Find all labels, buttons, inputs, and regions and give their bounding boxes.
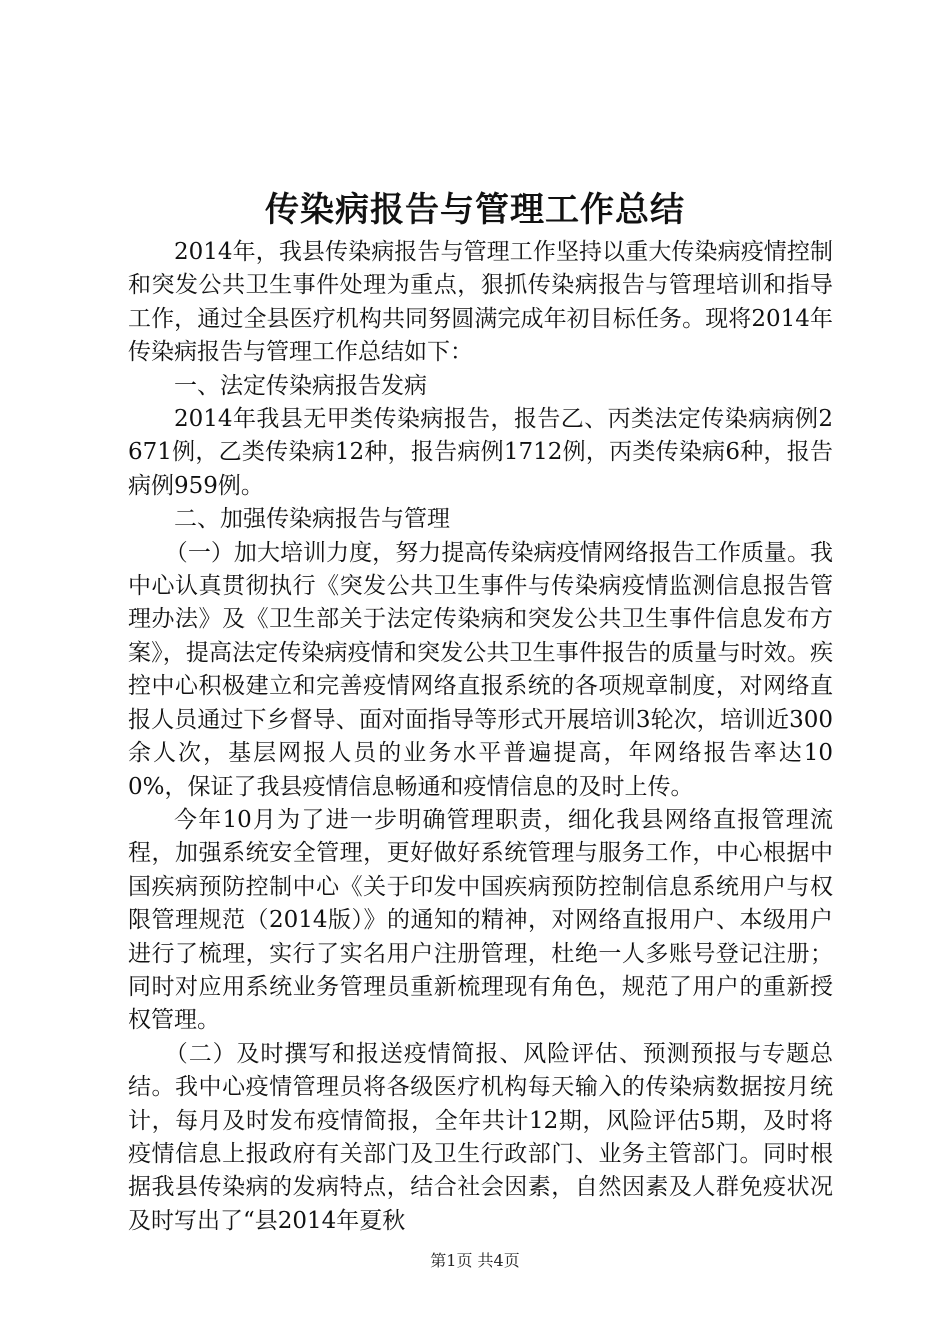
page-number-footer: 第1页 共4页 — [430, 1251, 520, 1270]
paragraph-reports: （二）及时撰写和报送疫情简报、风险评估、预测预报与专题总结。我中心疫情管理员将各级医疗机构每天输入的传染病数据按月统计，每月及时发布疫情简报，全年共计12期，风险评估5期，及时将疫情信息上报政府有关部门及卫生行政部门、业务主管部门。同时根据我县传染病的发病特点，结合社会因素，自然因素及人群免疫状况及时写出了“县2014年夏秋 — [128, 1040, 833, 1234]
paragraph-training: （一）加大培训力度，努力提高传染病疫情网络报告工作质量。我中心认真贯彻执行《突发公共卫生事件与传染病疫情监测信息报告管理办法》及《卫生部关于法定传染病和突发公共卫生事件信息发布方案》，提高法定传染病疫情和突发公共卫生事件报告的质量与时效。疾控中心积极建立和完善疫情网络直报系统的各项规章制度，对网络直报人员通过下乡督导、面对面指导等形式开展培训3轮次，培训近300余人次，基层网报人员的业务水平普遍提高，年网络报告率达100%，保证了我县疫情信息畅通和疫情信息的及时上传。 — [128, 539, 833, 800]
document-title: 传染病报告与管理工作总结 — [265, 190, 685, 230]
document-body — [128, 236, 833, 1238]
paragraph-management: 今年10月为了进一步明确管理职责，细化我县网络直报管理流程，加强系统安全管理，更好做好系统管理与服务工作，中心根据中国疾病预防控制中心《关于印发中国疾病预防控制信息系统用户与权限管理规范（2014版）》的通知的精神，对网络直报用户、本级用户进行了梳理，实行了实名用户注册管理，杜绝一人多账号登记注册；同时对应用系统业务管理员重新梳理现有角色，规范了用户的重新授权管理。 — [128, 806, 833, 1034]
paragraph-statistics: 2014年我县无甲类传染病报告，报告乙、丙类法定传染病病例2671例，乙类传染病12种，报告病例1712例，丙类传染病6种，报告病例959例。 — [128, 406, 833, 499]
paragraph-intro: 2014年，我县传染病报告与管理工作坚持以重大传染病疫情控制和突发公共卫生事件处理为重点，狠抓传染病报告与管理培训和指导工作，通过全县医疗机构共同努圆满完成年初目标任务。现将2014年传染病报告与管理工作总结如下： — [128, 239, 833, 366]
section-heading-2: 二、加强传染病报告与管理 — [174, 506, 450, 533]
section-heading-1: 一、法定传染病报告发病 — [174, 372, 427, 399]
